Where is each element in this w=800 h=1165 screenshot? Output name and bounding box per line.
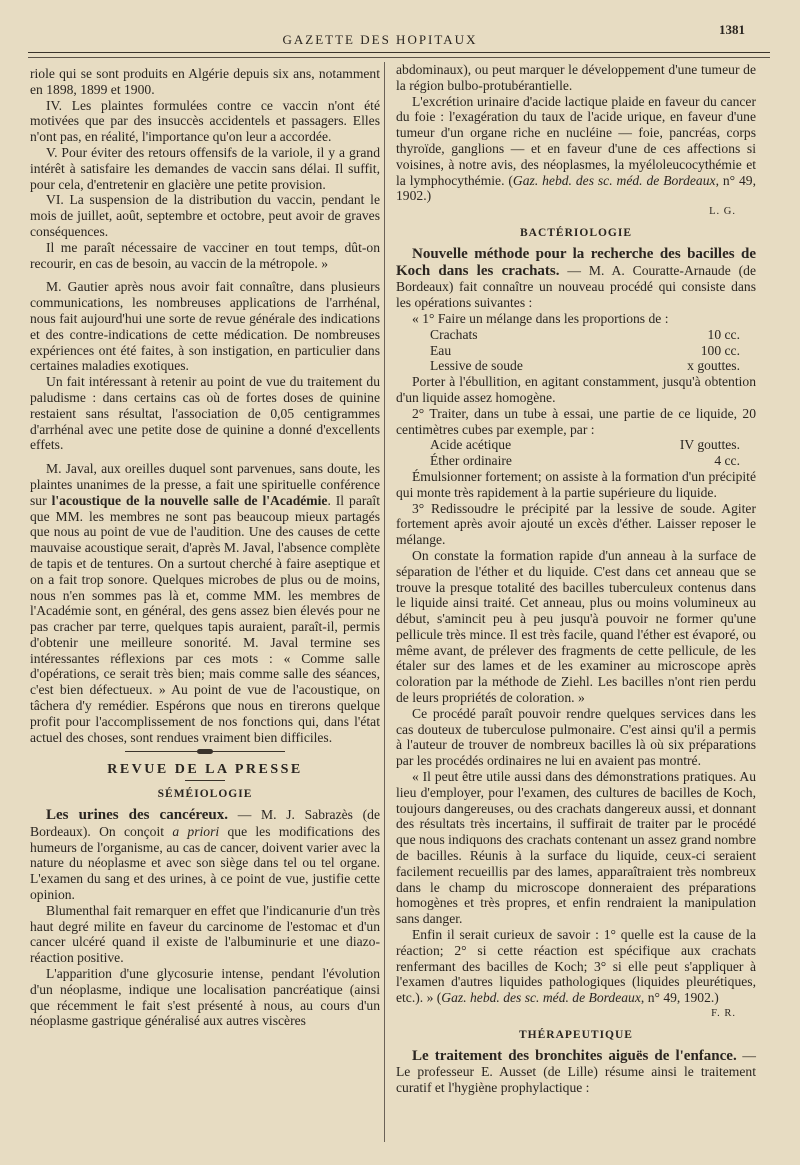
citation: Gaz. hebd. des sc. méd. de Bordeaux xyxy=(512,172,716,188)
paragraph: M. Gautier après nous avoir fait connaître, dans plusieurs communications, les nombreuses applications de l'arrhénal, nous fait aujourd'hui une sorte de revue générale des indications et des contre-indications de cette médication. De nombreuses expériences ont été faites, à son instigation, en particulier dans certaines maladies exotiques. xyxy=(30,279,380,374)
text-run: — Le professeur E. Ausset (de Lille) résume ainsi le traitement curatif et l'hygiène prophylactique : xyxy=(396,1047,756,1096)
text-run: L'excrétion urinaire d'acide lactique plaide en faveur du cancer du foie : l'exagération du taux de l'acide urique, en faveur d'une tumeur d'un organe riche en nucléine — foie, pancréas, corps thyroïde, ganglions — et en faveur d'une de ces affections si voisines, à notre avis, des néoplasmes, la myéloleucocythémie et la lymphocythémie. ( xyxy=(396,93,756,188)
paragraph: IV. Les plaintes formulées contre ce vaccin n'ont été motivées que par des insuccès accidentels et passagers. Elles n'ont pas, en réalité, l'importance qu'on leur a accordée. xyxy=(30,97,380,145)
recipe-line xyxy=(396,358,756,374)
paragraph: Émulsionner fortement; on assiste à la formation d'un précipité qui monte très rapidement à la partie supérieure du liquide. xyxy=(396,468,756,500)
paragraph xyxy=(396,927,756,1006)
paragraph xyxy=(396,246,756,311)
paragraph: « 1° Faire un mélange dans les proportions de : xyxy=(412,310,669,326)
right-column xyxy=(396,62,756,1096)
recipe-line xyxy=(396,327,756,343)
recipe-quantity: 4 cc. xyxy=(714,453,740,469)
paragraph: L'apparition d'une glycosurie intense, pendant l'évolution d'un néoplasme, indique une localisation pancréatique (ainsi que récemment le fait s'est présenté à nous, au cours d'un néoplasme gastrique généralisé aux autres viscères xyxy=(30,966,380,1029)
header-rule-secondary xyxy=(28,57,770,58)
italic-text: a priori xyxy=(172,823,220,839)
text-run: . Il paraît que MM. les membres ne sont pas beaucoup mieux partagés que nous au point de vue de l'audition. Une des causes de cette mauvaise acoustique serait, d'après M. Javal, l'absence complète de tapis et de tentures. On a surtout cherché à faire aseptique et on a fait trop sonore. Quelques microbes de plus ou de moins, nous n'en sommes pas là et, comme MM. les membres de l'Académie sont, en général, des gens assez bien élevés pour ne pas cracher par terre, quelques tapis auraient, paraît-il, permis d'obtenir une meilleure sonorité. M. Javal termine ses intéressantes réflexions par ces mots : « Comme salle d'opérations, ce serait très bien; mais comme salle des séances, c'est bien défectueux. » Au point de vue de l'acoustique, on tâchera d'y remédier. Espérons que nous en tirerons quelque profit pour l'accomplissement de nos fonctions qui, dans l'état actuel des choses, sont rendues vraiment bien difficiles. xyxy=(30,492,380,745)
citation: Gaz. hebd. des sc. méd. de Bordeaux xyxy=(441,990,641,1006)
paragraph xyxy=(396,94,756,205)
spacer xyxy=(30,453,380,461)
ornament xyxy=(197,749,213,754)
paragraph xyxy=(30,807,380,903)
text-run: M. Javal, aux oreilles duquel sont parvenues, sans doute, les plaintes unanimes de la presse, a fait une spirituelle conférence sur xyxy=(30,461,380,508)
recipe-ingredient: Acide acétique xyxy=(430,437,512,453)
recipe-quantity: x gouttes. xyxy=(687,358,740,374)
spacer xyxy=(30,271,380,279)
subsection-title: BACTÉRIOLOGIE xyxy=(519,226,633,239)
paragraph: « Il peut être utile aussi dans des démonstrations pratiques. Au lieu d'employer, pour l'examen, des cultures de bacilles de Koch, toujours dangereuses, ou des crachats dangereux aussi, et donnant des résultats très incertains, il suffirait de traiter par le procédé que nous indiquons des crachats contenant un assez grand nombre de bacilles. Réunis à la surface du liquide, ceux-ci seraient facilement recueillis par des lames, apparaîtraient très nombreux dans le champ du microscope donneraient des préparations homogènes et très propres, et enfin rendraient la manipulation sans danger. xyxy=(396,769,756,927)
paragraph: abdominaux), ou peut marquer le développement d'une tumeur de la région bulbo-protubérantielle. xyxy=(396,62,756,93)
paragraph: riole qui se sont produits en Algérie depuis six ans, notamment en 1898, 1899 et 1900. xyxy=(30,66,380,97)
text-run: — M. A. Couratte-Arnaude (de Bordeaux) fait connaître un nouveau procédé qui consiste dans les opérations suivantes : xyxy=(396,262,757,311)
paragraph: Blumenthal fait remarquer en effet que l'indicanurie d'un très haut degré milite en faveur du carcinome de l'estomac et d'un cancer ulcéré quand il existe de l'albuminurie et une diazo-réaction positive. xyxy=(30,902,380,966)
column-divider xyxy=(384,62,385,1142)
article-headline: Le traitement des bronchites aiguës de l'enfance. xyxy=(412,1047,737,1064)
paragraph: On constate la formation rapide d'un anneau à la surface de séparation de l'éther et du liquide. C'est dans cet anneau que se trouve la presque totalité des bacilles tuberculeux contenus dans le liquide ainsi traité. Cet anneau, plus ou moins volumineux au début, s'amincit peu à peu jusqu'à pouvoir ne former qu'une pellicule très mince. Il est très facile, quand l'éther est évaporé, ou même avant, de prélever des fragments de cette pellicule, de les étaler sur des lames et de les examiner au microscope après coloration par la méthode de Ziehl. Les bacilles n'ont rien perdu de leurs propriétés de coloration. » xyxy=(396,547,756,706)
recipe-quantity: 10 cc. xyxy=(707,326,740,342)
article-headline: Nouvelle méthode pour la recherche des bacilles de Koch dans les crachats. xyxy=(396,245,756,279)
subsection-title: THÉRAPEUTIQUE xyxy=(519,1028,633,1041)
text-run: Enfin il serait curieux de savoir : 1° quelle est la cause de la réaction; 2° si cette réaction est spécifique aux crachats renfermant des bacilles de Koch; 3° si elle peut s'appliquer à l'examen d'autres liquides pathologiques (liquides pleurétiques, etc.). » ( xyxy=(396,927,756,1006)
recipe-ingredient: Lessive de soude xyxy=(430,358,523,374)
ornamental-rule xyxy=(125,751,285,752)
header-rule xyxy=(28,52,770,53)
article-headline: Les urines des cancéreux. xyxy=(46,807,228,824)
paragraph: Un fait intéressant à retenir au point de vue du traitement du paludisme : dans certains cas où de fortes doses de quinine restaient sans résultat, l'association de 0,05 centigrammes d'arrhénal avec une petite dose de quinine a donné d'excellents effets. xyxy=(30,374,380,453)
subsection-title: SÉMÉIOLOGIE xyxy=(157,788,253,801)
left-column xyxy=(30,66,380,1029)
paragraph: V. Pour éviter des retours offensifs de la variole, il y a grand intérêt à satisfaire les demandes de vaccin sans délai. Il suffit, pour cela, d'entretenir en glacière une petite provision. xyxy=(30,144,380,192)
recipe-line xyxy=(396,437,756,453)
signature: L. G. xyxy=(709,206,736,218)
paragraph: VI. La suspension de la distribution du vaccin, pendant le mois de juillet, août, septembre et octobre, peut avoir de graves conséquences. xyxy=(30,192,380,239)
paragraph: Ce procédé paraît pouvoir rendre quelques services dans les cas douteux de tuberculose pulmonaire. C'est ainsi qu'il a permis à l'auteur de trouver de nombreux bacilles là où six préparations par les procédés ordinaires ne lui en avaient pas montré. xyxy=(396,705,756,769)
page-number: 1381 xyxy=(719,22,745,37)
recipe-line xyxy=(396,343,756,359)
text-run: — M. J. Sabrazès (de Bordeaux). On conçoit xyxy=(30,807,380,839)
paragraph: 2° Traiter, dans un tube à essai, une partie de ce liquide, 20 centimètres cubes par exemple, par : xyxy=(396,405,756,437)
text-run: , n° 49, 1902.) xyxy=(640,990,719,1006)
recipe-quantity: 100 cc. xyxy=(700,342,740,358)
paragraph: Porter à l'ébullition, en agitant constamment, jusqu'à obtention d'un liquide assez homogène. xyxy=(396,374,756,405)
paragraph xyxy=(30,461,380,745)
text-run: , n° 49, 1902.) xyxy=(396,172,756,204)
running-title: GAZETTE DES HOPITAUX xyxy=(282,32,478,47)
text-run: que les modifications des humeurs de l'organisme, au cas de cancer, doivent varier avec la nature du néoplasme et avec son siège dans tel ou tel organe. L'examen du sang et des urines, à ce point de vue, justifie cette opinion. xyxy=(30,823,380,903)
recipe-line xyxy=(396,453,756,469)
paragraph xyxy=(396,1048,756,1096)
paragraph: 3° Redissoudre le précipité par la lessive de soude. Agiter fortement après avoir ajouté un excès d'éther. Laisser reposer le mélange. xyxy=(396,500,756,548)
paragraph: Il me paraît nécessaire de vacciner en tout temps, dût-on recourir, en cas de besoin, au vaccin de la métropole. » xyxy=(30,239,380,271)
signature: F. R. xyxy=(711,1008,736,1020)
recipe-ingredient: Éther ordinaire xyxy=(430,453,512,469)
emphasis: l'acoustique de la nouvelle salle de l'Académie xyxy=(51,492,328,508)
short-rule xyxy=(185,780,225,781)
recipe-ingredient: Eau xyxy=(430,342,452,358)
section-title: REVUE DE LA PRESSE xyxy=(107,762,303,778)
recipe-ingredient: Crachats xyxy=(430,326,478,342)
recipe-quantity: IV gouttes. xyxy=(679,437,740,453)
